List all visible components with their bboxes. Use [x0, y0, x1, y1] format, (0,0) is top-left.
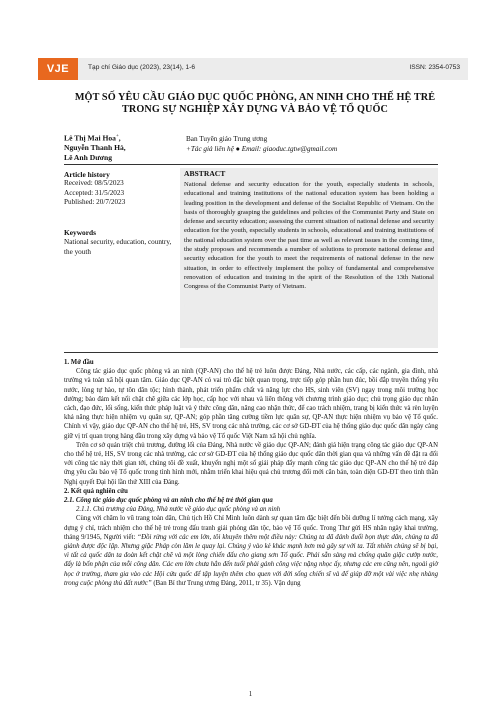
article-meta	[64, 170, 174, 257]
keywords-heading: Keywords	[64, 228, 97, 238]
section-1-paragraph-1: Công tác giáo dục quốc phòng và an ninh (QP-AN) cho thế hệ trẻ luôn được Đảng, Nhà nước, các cấp, các ngành, gia đình, nhà trường và toàn xã hội quan tâm. Giáo dục QP-AN có vai trò đặc biệt quan trọng, trực tiếp góp phần hun đúc, bồi đắp truyền thống yêu nước, lòng tự hào, tự tôn dân tộc; hình thành, phát triển phẩm chất và năng lực cho HS, sinh viên (SV) ngay trong môi trường học đường; bảo đảm kết nối chặt chẽ giữa các lớp học, cấp học với nhau và liên thông với chương trình giáo dục; chủ trọng giáo dục nhân cách, đạo đức, lối sống, kiến thức pháp luật và ý thức công dân, nâng cao nhận thức, để cao trách nhiệm, trang bị kiến thức và rèn luyện khả năng thực hiện nhiệm vụ quân sự, QP-AN; góp phần tăng cường tiềm lực quân sự, QP-AN thực hiện nhiệm vụ bảo vệ Tổ quốc. Chính vì vậy, giáo dục QP-AN cho thế hệ trẻ, HS, SV trong các nhà trường, các cơ sở GD-ĐT của hệ thống giáo dục quốc dân ngày càng giữ vị trí quan trọng hàng đầu trong xây dựng và bảo vệ Tổ quốc Việt Nam xã hội chủ nghĩa.	[64, 368, 438, 440]
abstract-text: National defense and security education for the youth, especially students in schools, educational and training institutions of the national education system has been holding a leading position in the development and defense of the Socialist Republic of Vietnam. On the basis of thoroughly grasping the guidelines and policies of the Communist Party and State on defense and security education; assessing the current situation of national defense and security education for the youth, especially students in schools, educational and training institutions of the national education system over the past time as well as relevant issues in the coming time, the study proposes and recommends a number of solutions to promote national defense and security education for the youth to meet the requirements of national defense in the new situation, in order to effectively implement the policy of fundamental and comprehensive renovation of education and training in the spirit of the Resolution of the 13th National Congress of the Communist Party of Vietnam.	[184, 181, 434, 291]
article-body	[64, 358, 438, 588]
section-2-1-1-heading: 2.1.1. Chủ trương của Đảng, Nhà nước về giáo dục quốc phòng và an ninh	[76, 506, 281, 514]
received-date: Received: 08/5/2023	[64, 179, 124, 188]
divider-bottom	[64, 352, 438, 353]
author-2: Nguyễn Thanh Hà,	[64, 143, 126, 153]
journal-citation: Tạp chí Giáo dục (2023), 23(14), 1-6	[88, 64, 196, 71]
section-1-paragraph-2: Trên cơ sở quán triệt chủ trương, đường lối của Đảng, Nhà nước về giáo dục QP-AN; đánh giá hiện trạng công tác giáo dục QP-AN cho thế hệ trẻ, HS, SV trong các nhà trường, các cơ sở GD-ĐT của hệ thống giáo dục quốc dân thời gian qua và những vấn đề đặt ra đối với công tác này thời gian tới, chúng tôi đề xuất, khuyến nghị một số giải pháp đẩy mạnh công tác giáo dục QP-AN cho thế hệ trẻ đáp ứng yêu cầu bảo vệ Tổ quốc trong tình hình mới, nhằm triển khai hiệu quả chủ trương đổi mới căn bản, toàn diện GD-ĐT theo tinh thần Nghị quyết Đại hội lần thứ XIII của Đảng.	[64, 441, 438, 486]
affiliation-block	[186, 135, 337, 154]
title-line-2: TRONG SỰ NGHIỆP XÂY DỰNG VÀ BẢO VỆ TỔ QUỐC	[122, 104, 388, 115]
contact-email: +Tác giả liên hệ ● Email: giaoduc.tgtw@gmail.com	[186, 144, 338, 153]
title-line-1: MỘT SỐ YÊU CẦU GIÁO DỤC QUỐC PHÒNG, AN NINH CHO THẾ HỆ TRẺ	[74, 92, 436, 103]
published-date: Published: 20/7/2023	[64, 197, 126, 206]
author-list: Lê Thị Mai Hoa+, Nguyễn Thanh Hà, Lê Anh Dương	[64, 133, 126, 162]
citation-text: (Ban Bí thư Trung ương Đảng, 2011, tr 35). Vận dụng	[151, 579, 301, 587]
section-1-heading: 1. Mở đầu	[64, 359, 94, 366]
issn: ISSN: 2354-0753	[409, 64, 460, 71]
paragraph-text: Cùng với chăm lo vũ trang toàn dân, Chủ tịch Hồ Chí Minh luôn dành sự quan tâm đặc biệt đến bồi dưỡng lí tưởng cách mạng, xây dựng ý chí, trách nhiệm cho thế hệ trẻ trong đấu tranh giải phóng dân tộc, bảo vệ Tổ quốc. Trong Thư gửi HS nhân ngày khai trường, tháng 9/1945, Người viết:	[64, 515, 438, 541]
vje-logo: VJE	[38, 58, 78, 80]
journal-header	[38, 58, 468, 80]
divider-top	[64, 164, 438, 165]
author-3: Lê Anh Dương	[64, 152, 113, 162]
section-2-1-1-paragraph-1	[64, 514, 438, 588]
article-history-heading: Article history	[64, 170, 110, 179]
affiliation: Ban Tuyên giáo Trung ương	[186, 135, 268, 143]
accepted-date: Accepted: 31/5/2023	[64, 188, 125, 197]
article-title	[50, 92, 460, 116]
abstract-box	[180, 168, 438, 348]
ho-chi-minh-quote: “Đồi rừng với các em lớn, tôi khuyên thêm một điều này: Chúng ta đã đánh đuổi bọn thực dân, chúng ta đã giành được độc lập. Nhưng giặc Pháp còn lăm le quay lại. Chúng ý vào kẻ khác mạnh hơn mà gây sự với ta. Tất nhiên chúng sẽ bị bại, vì tất cả quốc dân ta đoàn kết chặt chẽ và một lòng chiến đấu cho giang sơn Tổ quốc. Phải sẵn sàng mà chống quân giặc cướp nước, đấy là bổn phận của mỗi công dân. Các em lớn chưa hẳn đến tuổi phải gánh công việc nặng nhọc ấy, nhưng các em cũng nên, ngoài giờ học ở trường, tham gia vào các Hội cứu quốc để tập luyện thêm cho quen với đời sống chiến sĩ và để giúp đỡ một vài việc nhẹ nhàng trong cuộc phòng thủ đất nước”	[64, 533, 439, 587]
section-2-heading: 2. Kết quả nghiên cứu	[64, 487, 128, 495]
abstract-heading: ABSTRACT	[184, 169, 226, 178]
section-2-1-heading: 2.1. Công tác giáo dục quốc phòng và an ninh cho thế hệ trẻ thời gian qua	[64, 497, 273, 505]
page-number: 1	[248, 690, 253, 698]
keywords-text: National security, education, country, the youth	[64, 238, 172, 256]
author-1: Lê Thị Mai Hoa	[64, 133, 116, 143]
corresponding-mark: +	[115, 134, 119, 139]
